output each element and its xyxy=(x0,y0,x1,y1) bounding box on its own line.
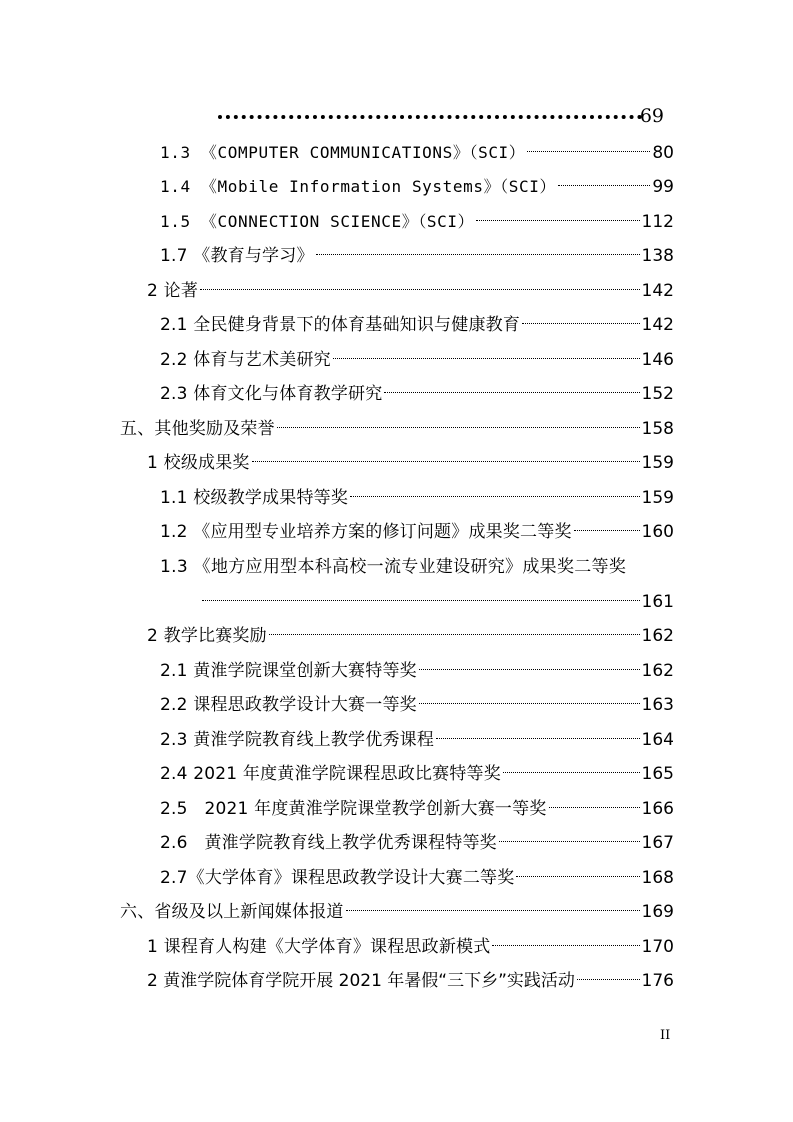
leader-dots xyxy=(527,151,650,152)
toc-entry[interactable] xyxy=(160,379,674,409)
leader-dots xyxy=(476,220,639,221)
toc-entry[interactable] xyxy=(160,690,674,720)
toc-entry-title: 五、其他奖励及荣誉 xyxy=(120,419,275,439)
toc-entry-title: 2 教学比赛奖励 xyxy=(147,626,267,646)
toc-entry-title: 1.1 校级教学成果特等奖 xyxy=(160,488,349,508)
toc-entry[interactable] xyxy=(160,759,674,789)
leader-dots xyxy=(269,634,640,635)
leader-dots xyxy=(218,115,642,119)
toc-page-number: 146 xyxy=(641,350,674,370)
page-footer-number: II xyxy=(660,1028,671,1043)
leader-dots xyxy=(436,738,640,739)
toc-page-number: 159 xyxy=(641,488,674,508)
leader-dots xyxy=(577,979,640,980)
toc-section-entry[interactable] xyxy=(120,897,674,927)
toc-page-number: 159 xyxy=(641,453,674,473)
toc-page-number: 161 xyxy=(641,592,674,612)
toc-page-number: 80 xyxy=(652,143,674,163)
toc-entry[interactable] xyxy=(147,448,674,478)
toc-page-number: 69 xyxy=(639,105,664,127)
toc-page-number: 165 xyxy=(641,764,674,784)
toc-entry[interactable] xyxy=(147,966,674,996)
toc-entry[interactable] xyxy=(160,172,674,202)
toc-entry-title: 1.2 《应用型专业培养方案的修订问题》成果奖二等奖 xyxy=(160,522,572,542)
toc-entry-title: 1 课程育人构建《大学体育》课程思政新模式 xyxy=(147,937,491,957)
toc-entry-title: 1.5 《CONNECTION SCIENCE》（SCI） xyxy=(160,212,475,231)
toc-entry-title: 六、省级及以上新闻媒体报道 xyxy=(120,902,344,922)
toc-entry[interactable] xyxy=(160,345,674,375)
toc-page-number: 142 xyxy=(641,281,674,301)
toc-page-number: 166 xyxy=(641,799,674,819)
toc-entry[interactable] xyxy=(160,656,674,686)
toc-page-number: 162 xyxy=(641,626,674,646)
toc-entry[interactable] xyxy=(160,138,674,168)
toc-entry-title: 2.4 2021 年度黄淮学院课程思政比赛特等奖 xyxy=(160,764,501,784)
toc-continuation-line xyxy=(218,104,664,128)
toc-page-number: 160 xyxy=(641,522,674,542)
leader-dots xyxy=(503,772,640,773)
toc-page-number: 164 xyxy=(641,730,674,750)
leader-dots xyxy=(316,254,640,255)
toc-entry-title[interactable]: 1.3 《地方应用型本科高校一流专业建设研究》成果奖二等奖 xyxy=(160,557,627,577)
toc-entry-title: 1.3 《COMPUTER COMMUNICATIONS》（SCI） xyxy=(160,143,526,162)
leader-dots xyxy=(549,807,640,808)
toc-page-number: 167 xyxy=(641,833,674,853)
toc-section-entry[interactable] xyxy=(120,414,674,444)
toc-entry-title: 1 校级成果奖 xyxy=(147,453,250,473)
toc-entry-title: 2 论著 xyxy=(147,281,199,301)
leader-dots xyxy=(574,530,640,531)
leader-dots xyxy=(499,841,640,842)
toc-entry[interactable] xyxy=(147,621,674,651)
toc-entry[interactable] xyxy=(160,828,674,858)
toc-entry-title: 2.5 2021 年度黄淮学院课堂教学创新大赛一等奖 xyxy=(160,799,547,819)
toc-entry[interactable] xyxy=(160,207,674,237)
toc-page-number: 163 xyxy=(641,695,674,715)
toc-entry[interactable] xyxy=(160,310,674,340)
toc-entry-title: 2.7《大学体育》课程思政教学设计大赛二等奖 xyxy=(160,868,515,888)
leader-dots xyxy=(384,392,639,393)
toc-entry-title: 2 黄淮学院体育学院开展 2021 年暑假“三下乡”实践活动 xyxy=(147,971,575,991)
toc-page-number: 138 xyxy=(641,246,674,266)
leader-dots xyxy=(346,910,640,911)
toc-page-number: 142 xyxy=(641,315,674,335)
toc-entry[interactable] xyxy=(160,517,674,547)
leader-dots xyxy=(522,323,640,324)
toc-entry[interactable] xyxy=(147,276,674,306)
toc-page-number: 170 xyxy=(641,937,674,957)
leader-dots xyxy=(277,427,640,428)
toc-entry[interactable] xyxy=(160,725,674,755)
toc-entry-title: 2.6 黄淮学院教育线上教学优秀课程特等奖 xyxy=(160,833,497,853)
toc-entry[interactable] xyxy=(160,863,674,893)
toc-page-number: 169 xyxy=(641,902,674,922)
leader-dots xyxy=(350,496,640,497)
toc-entry[interactable] xyxy=(160,241,674,271)
toc-entry-title: 2.1 黄淮学院课堂创新大赛特等奖 xyxy=(160,661,417,681)
toc-page-number: 152 xyxy=(641,384,674,404)
leader-dots xyxy=(419,703,640,704)
leader-dots xyxy=(492,945,639,946)
toc-entry-title: 2.1 全民健身背景下的体育基础知识与健康教育 xyxy=(160,315,521,335)
toc-entry[interactable] xyxy=(160,483,674,513)
toc-entry[interactable] xyxy=(160,794,674,824)
toc-entry-title: 2.2 课程思政教学设计大赛一等奖 xyxy=(160,695,417,715)
toc-entry[interactable] xyxy=(147,932,674,962)
toc-page-number: 176 xyxy=(641,971,674,991)
toc-entry-title: 1.7 《教育与学习》 xyxy=(160,246,314,266)
leader-dots xyxy=(516,876,639,877)
toc-entry-title: 2.3 体育文化与体育教学研究 xyxy=(160,384,383,404)
toc-page-number: 99 xyxy=(652,177,674,197)
leader-dots xyxy=(252,461,640,462)
toc-entry-title: 2.3 黄淮学院教育线上教学优秀课程 xyxy=(160,730,435,750)
toc-page-number: 168 xyxy=(641,868,674,888)
leader-dots xyxy=(558,185,650,186)
leader-dots xyxy=(333,358,640,359)
toc-entry-continuation[interactable] xyxy=(200,587,674,617)
toc-entry-title: 1.4 《Mobile Information Systems》（SCI） xyxy=(160,177,557,196)
toc-page-number: 112 xyxy=(641,212,674,232)
toc-entry-title: 2.2 体育与艺术美研究 xyxy=(160,350,331,370)
toc-page-number: 158 xyxy=(641,419,674,439)
toc-page-number: 162 xyxy=(641,661,674,681)
leader-dots xyxy=(200,289,640,290)
leader-dots xyxy=(419,669,640,670)
leader-dots xyxy=(202,600,640,601)
